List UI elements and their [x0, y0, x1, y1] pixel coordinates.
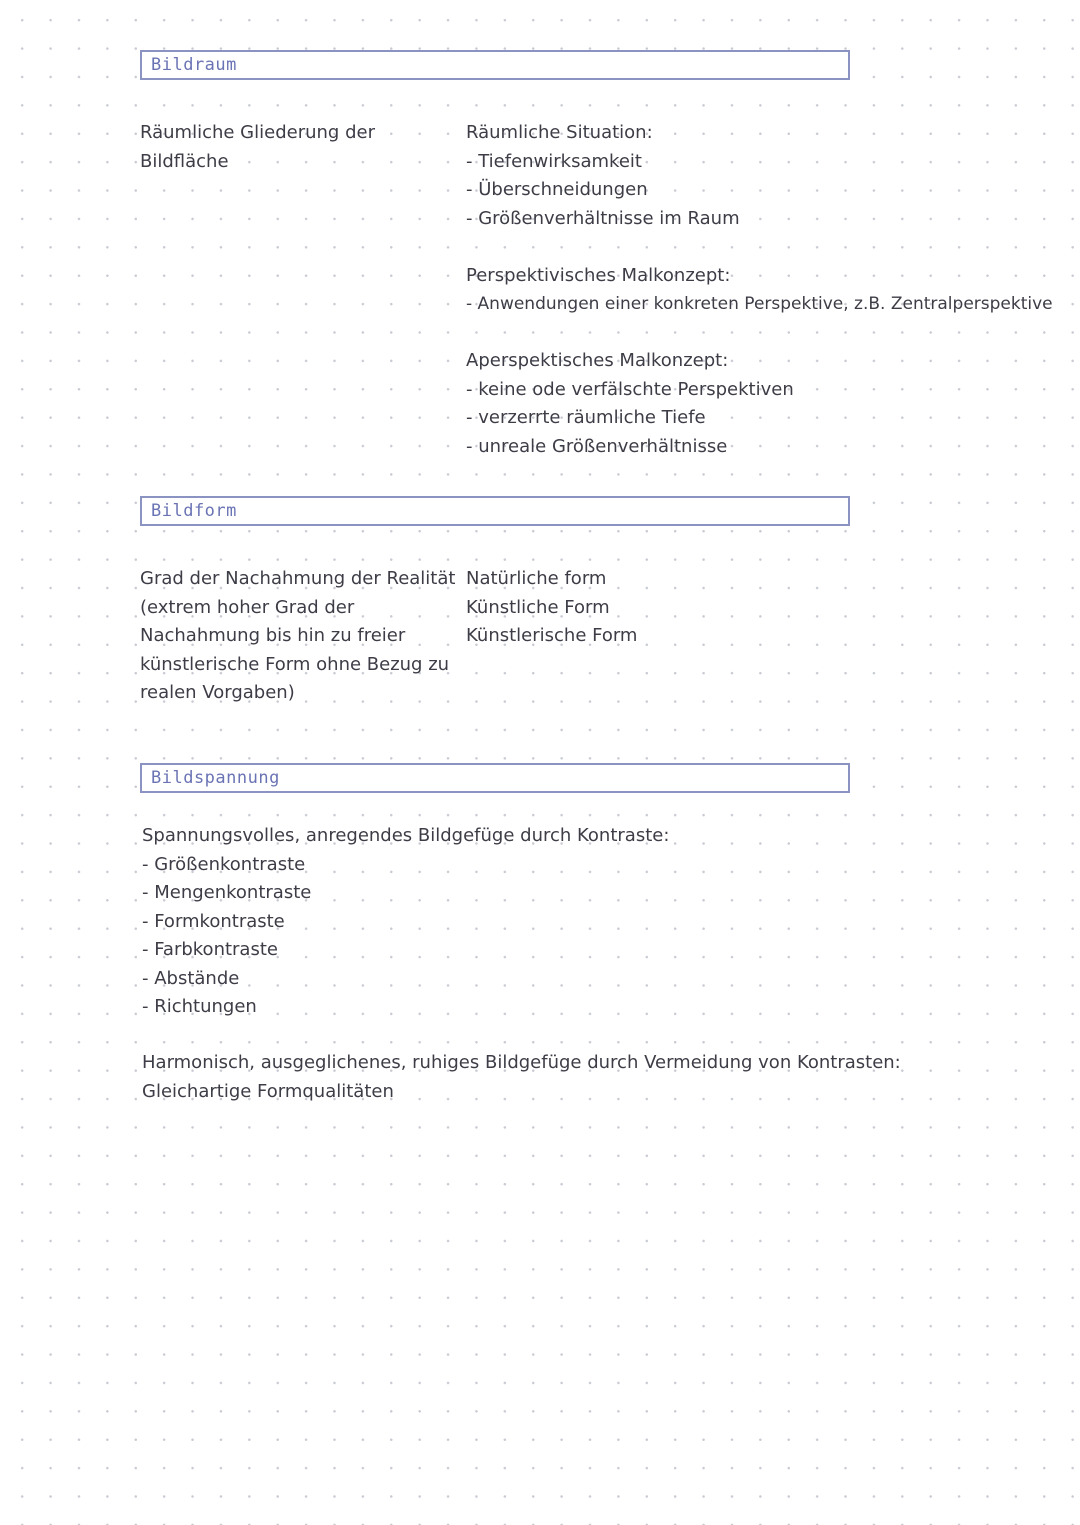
- list-item: - Formkontraste: [142, 910, 285, 932]
- list-item: - Mengenkontraste: [142, 882, 312, 903]
- list-item: - Tiefenwirksamkeit: [466, 150, 642, 172]
- text-line: Bildfläche: [140, 150, 229, 172]
- list-item: - unreale Größenverhältnisse: [466, 435, 728, 457]
- text-line: Grad der Nachahmung der Realität: [140, 568, 456, 589]
- section-header-bildraum: [140, 50, 850, 80]
- section-header-bildform: [140, 496, 850, 526]
- text-line: Harmonisch, ausgeglichenes, ruhiges Bildgefüge durch Vermeidung von Kontrasten:: [142, 1052, 901, 1073]
- list-item: - Farbkontraste: [142, 939, 278, 960]
- list-item: Künstlerische Form: [466, 625, 638, 646]
- bildform-right-text: [466, 565, 637, 651]
- text-line: Gleichartige Formqualitäten: [142, 1080, 394, 1102]
- bildspannung-harmonie-text: [142, 1049, 901, 1106]
- text-line: künstlerische Form ohne Bezug zu: [140, 653, 450, 675]
- bildspannung-kontraste-text: [142, 822, 669, 1022]
- situation-heading: Räumliche Situation:: [466, 122, 653, 143]
- list-item: - Größenverhältnisse im Raum: [466, 207, 740, 229]
- bildraum-right-text: [466, 119, 1053, 461]
- text-line: (extrem hoher Grad der: [140, 596, 355, 618]
- bildraum-left-text: [140, 119, 375, 176]
- list-item: - verzerrte räumliche Tiefe: [466, 407, 706, 428]
- section-title: Bildform: [151, 501, 237, 521]
- section-title: Bildspannung: [151, 768, 280, 788]
- section-header-bildspannung: [140, 763, 850, 793]
- list-item: - Anwendungen einer konkreten Perspektive, z.B. Zentralperspektive: [466, 294, 1053, 314]
- text-line: Räumliche Gliederung der: [140, 122, 375, 143]
- list-item: Künstliche Form: [466, 596, 610, 618]
- list-item: - keine ode verfälschte Perspektiven: [466, 378, 794, 400]
- text-line: realen Vorgaben): [140, 682, 295, 703]
- list-item: - Richtungen: [142, 996, 257, 1017]
- section-title: Bildraum: [151, 55, 237, 75]
- list-item: - Abstände: [142, 967, 240, 989]
- text-line: Nachahmung bis hin zu freier: [140, 625, 406, 646]
- aperspektivisch-heading: Aperspektisches Malkonzept:: [466, 350, 729, 371]
- kontraste-heading: Spannungsvolles, anregendes Bildgefüge durch Kontraste:: [142, 825, 670, 846]
- list-item: - Größenkontraste: [142, 853, 306, 875]
- list-item: - Überschneidungen: [466, 179, 648, 200]
- list-item: Natürliche form: [466, 568, 607, 589]
- bildform-left-text: [140, 565, 455, 708]
- perspektivisch-heading: Perspektivisches Malkonzept:: [466, 264, 731, 286]
